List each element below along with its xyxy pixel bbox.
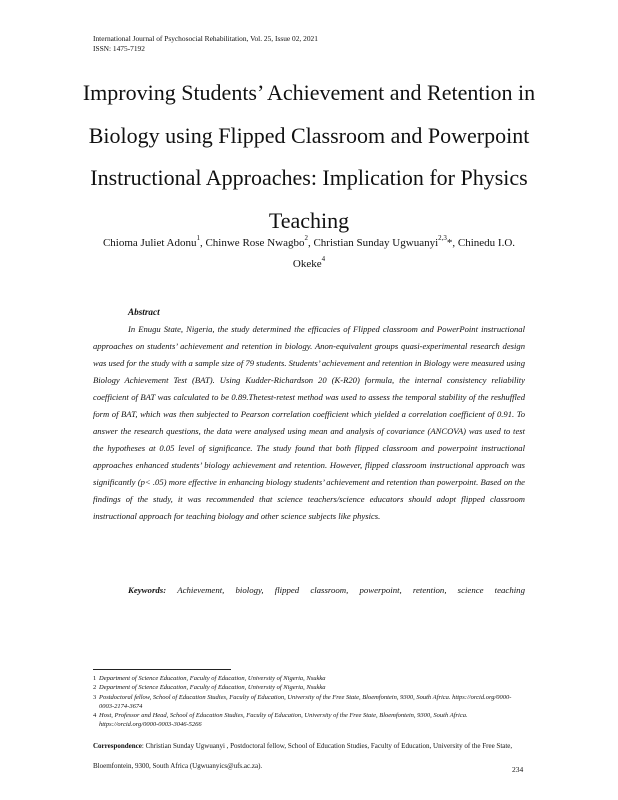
correspondence-label: Correspondence	[93, 742, 142, 750]
keywords-label: Keywords:	[128, 585, 167, 595]
footnote-2: 2 Department of Science Education, Faculty of Education, University of Nigeria, Nsukka	[93, 684, 326, 692]
author-4: Chinedu I.O. Okeke$^4$	[292, 237, 516, 270]
keywords	[128, 585, 525, 595]
journal-header	[93, 34, 318, 53]
author-3-affiliation: 2,3	[438, 234, 447, 242]
author-2-affiliation: 2	[304, 234, 308, 242]
footnote-1: 1 Department of Science Education, Faculty of Education, University of Nigeria, Nsukka	[93, 675, 326, 682]
footnotes	[93, 674, 525, 730]
keyword: teaching	[494, 585, 525, 595]
author-list	[93, 233, 525, 275]
author-3: Christian Sunday Ugwuanyi$^{2,3}$*,	[313, 234, 458, 249]
keyword: flipped	[274, 585, 300, 595]
keyword: biology,	[235, 585, 264, 595]
author-4-affiliation: 4	[321, 255, 326, 263]
footnote-4: 4 Host, Professor and Head, School of Education Studies, Faculty of Education, University of the Free State, Bloemfontein, 9300, South Africa. https://orcid.org/0000-0003-3046-5266	[93, 712, 468, 729]
footnote-3: 3 Postdoctoral fellow, School of Education Studies, Faculty of Education, University of the Free State, Bloemfontein, 9300, South Africa. https://orcid.org/0000-0003-2174-3674	[93, 693, 512, 710]
abstract-heading: Abstract	[128, 307, 160, 317]
correspondence-text: : Christian Sunday Ugwuanyi , Postdoctoral fellow, School of Education Studies, Faculty of Education, University of the Free State, Bloemfontein, 9300, South Africa (Ugwuanyics@ufs.ac.za).	[93, 742, 513, 770]
footnote-divider	[93, 669, 231, 670]
author-2: Chinwe Rose Nwagbo$^2$,	[205, 234, 314, 249]
keyword: Achievement,	[177, 585, 225, 595]
author-1: Chioma Juliet Adonu$^1$,	[102, 234, 206, 249]
paper-title: Improving Students’ Achievement and Retention in Biology using Flipped Classroom and Powerpoint Instructional Approaches: Implication for Physics Teaching	[82, 80, 536, 233]
keyword: powerpoint,	[359, 585, 402, 595]
keyword: science	[457, 585, 484, 595]
journal-citation: International Journal of Psychosocial Rehabilitation, Vol. 25, Issue 02, 2021	[93, 34, 318, 43]
author-1-affiliation: 1	[196, 234, 200, 242]
keyword: retention,	[412, 585, 447, 595]
correspondence	[93, 736, 525, 776]
issn: ISSN: 1475-7192	[93, 43, 145, 53]
keyword: classroom,	[310, 585, 349, 595]
page-number: 234	[512, 765, 524, 774]
abstract-text: In Enugu State, Nigeria, the study determined the efficacies of Flipped classroom and PowerPoint instructional approaches on students’ achievement and retention in biology. Anon-equivalent groups quasi-experimental research design was used for the study with a sample size of 79 students. Students’ achievement and retention in Biology were measured using Biology Achievement Test (BAT). Using Kudder-Richardson 20 (K-R20) formula, the internal consistency reliability coefficient of BAT was calculated to be 0.89.Thetest-retest method was used to assess the temporal stability of the reshuffled form of BAT, which was then subjected to Pearson correlation coefficient which yielded a correlation coefficient of 0.91. To answer the research questions, the data were analysed using mean and analysis of covariance (ANCOVA) was used to test the hypotheses at 0.05 level of significance. The study found that both flipped classroom and powerpoint instructional approaches enhanced students’ biology achievement and retention. However, flipped classroom instructional approach was significantly (p< .05) more effective in enhancing biology students’ achievement and retention than powerpoint. Based on the findings of the study, it was recommended that science teachers/science educators should adopt flipped classroom instructional approach for teaching biology and other science subjects like physics.	[93, 324, 525, 521]
